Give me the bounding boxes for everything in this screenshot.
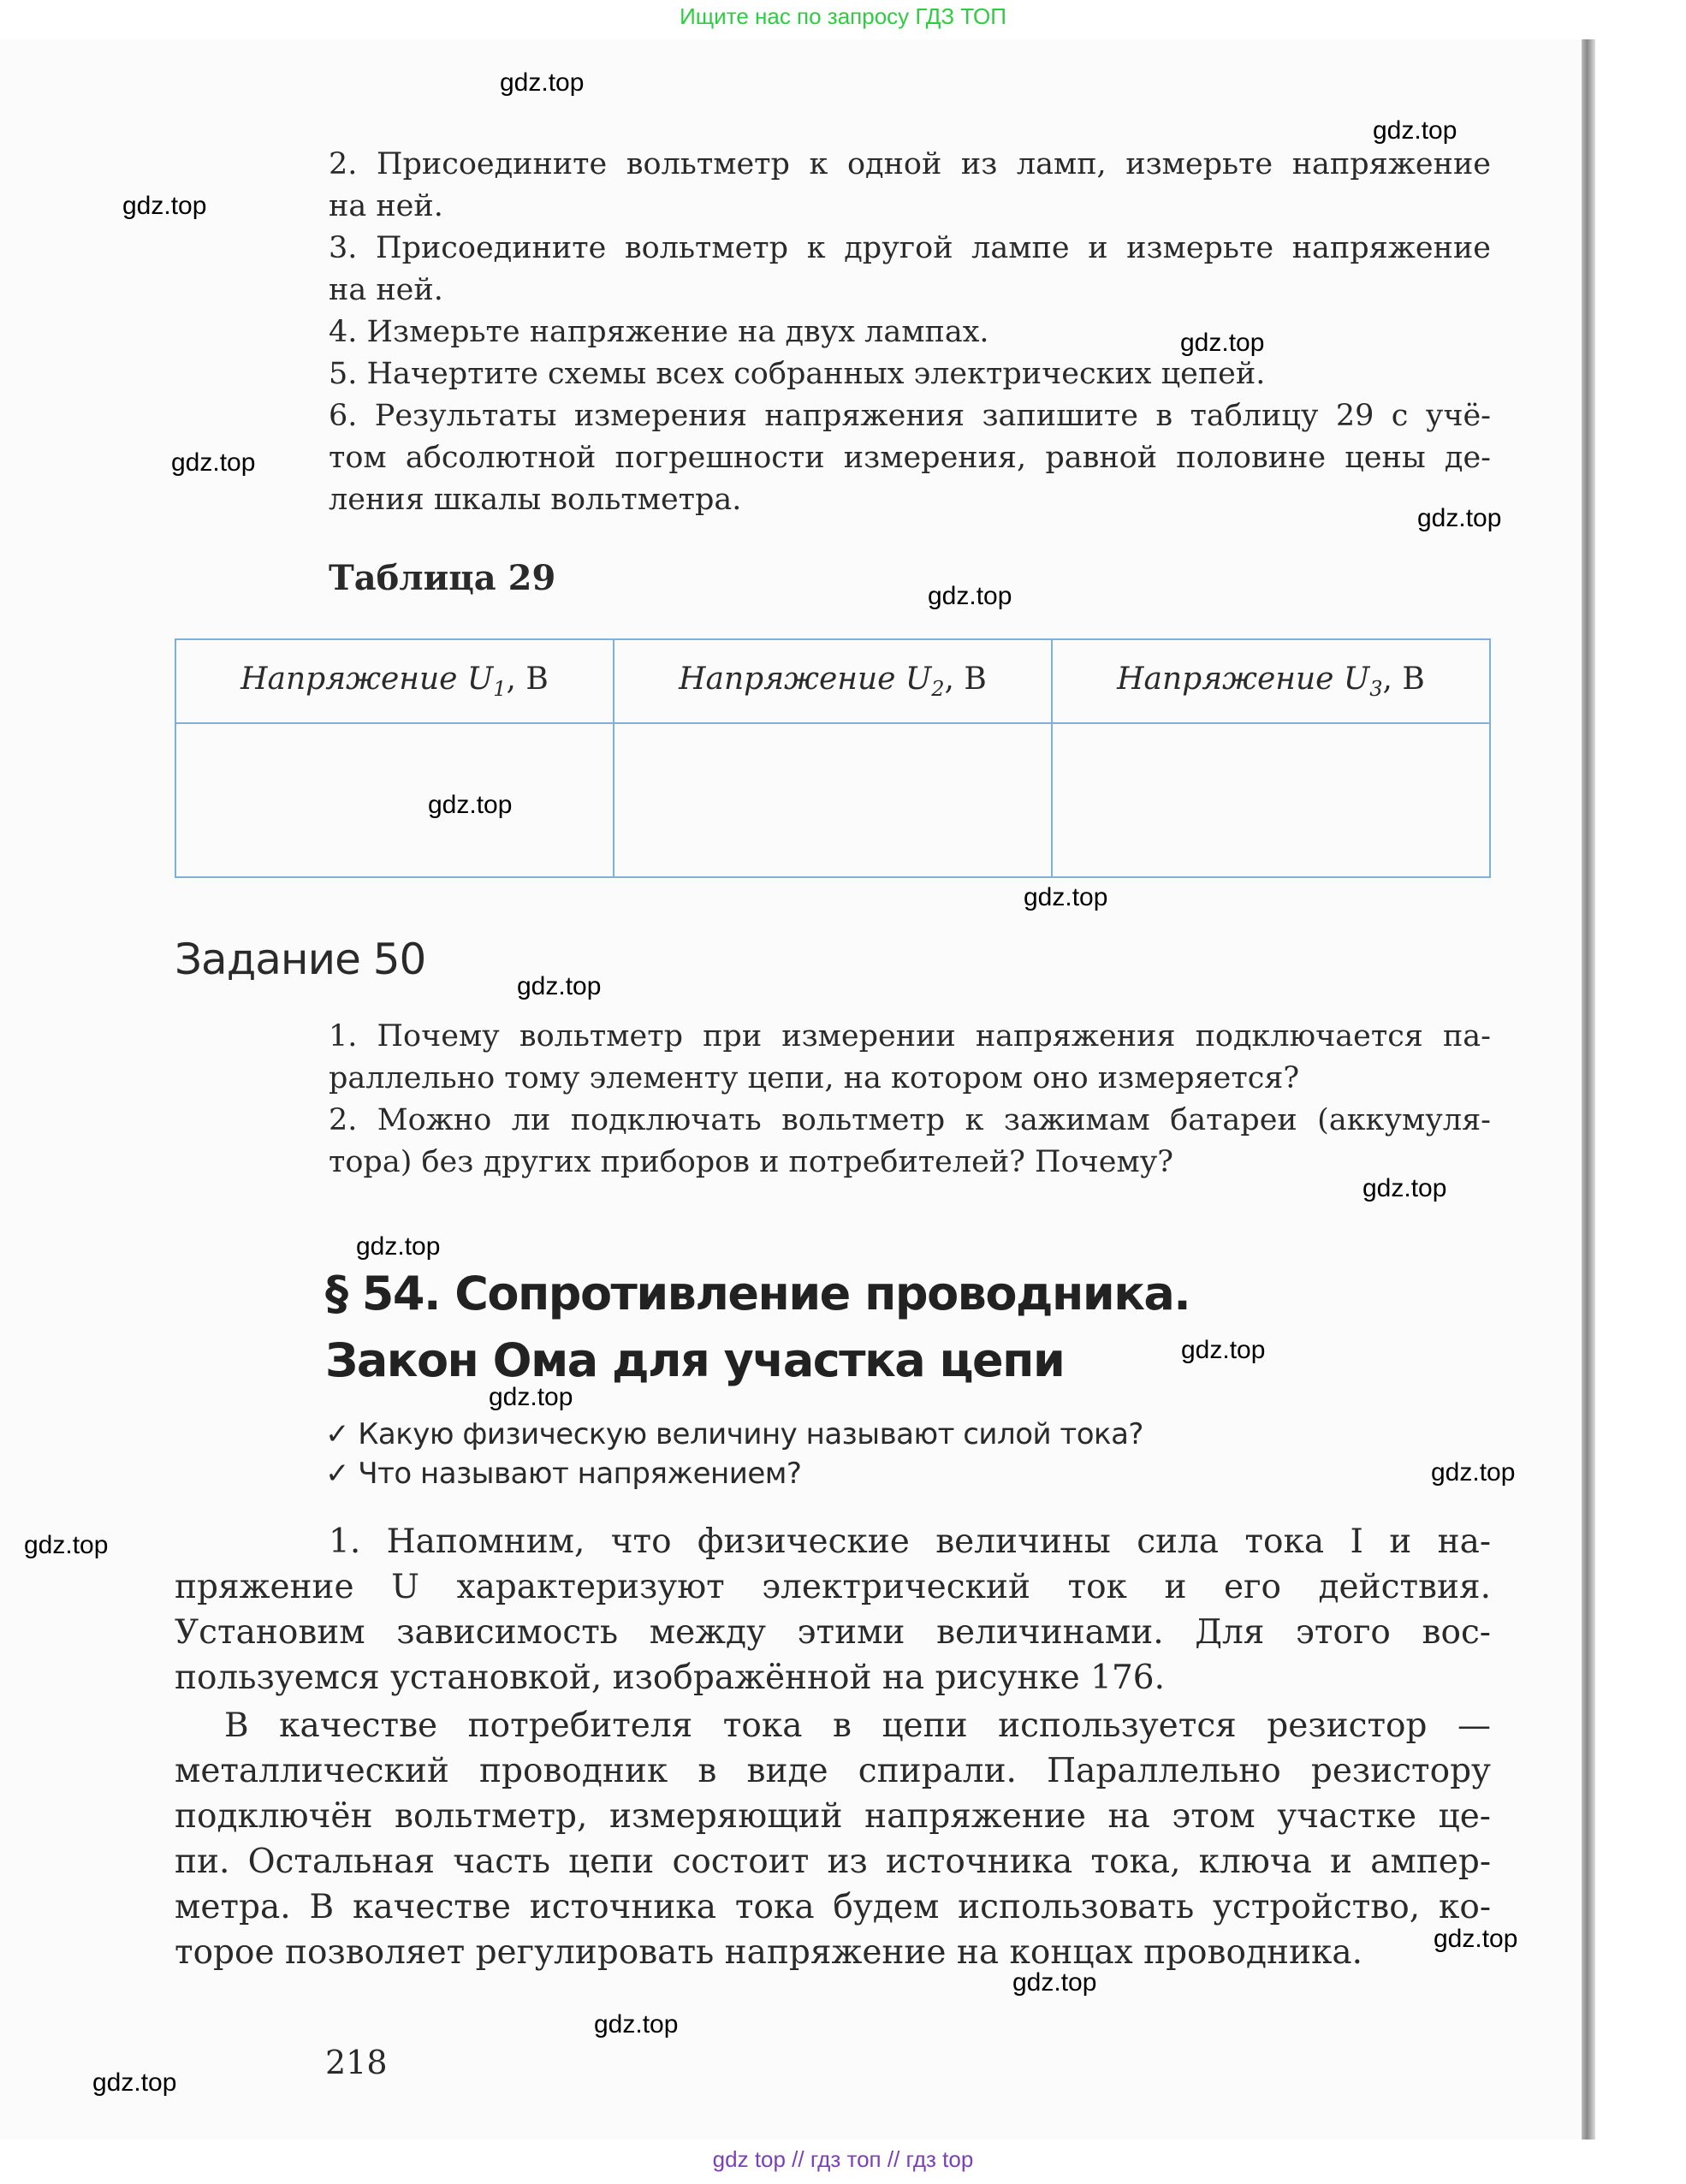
watermark: gdz.top — [500, 68, 585, 97]
paragraph-line: торое позволяет регулировать напряжение на концах проводника. — [175, 1933, 1362, 1972]
question-line: 1. Почему вольтметр при измерении напряжения подключается па- — [329, 1019, 1491, 1053]
watermark: gdz.top — [1431, 1458, 1516, 1487]
instruction-line: на ней. — [329, 189, 443, 223]
instruction-line: 5. Начертите схемы всех собранных электрических цепей. — [329, 357, 1266, 391]
watermark: gdz.top — [1180, 329, 1265, 357]
paragraph-line: Установим зависимость между этими величинами. Для этого вос- — [175, 1613, 1491, 1652]
instruction-line: 6. Результаты измерения напряжения запишите в таблицу 29 с учё- — [329, 399, 1491, 433]
watermark: gdz.top — [1417, 504, 1502, 532]
watermark: gdz.top — [122, 192, 207, 220]
watermark: gdz.top — [1434, 1925, 1518, 1953]
watermark: gdz.top — [928, 582, 1012, 610]
watermark: gdz.top — [517, 972, 602, 1000]
watermark: gdz.top — [1024, 883, 1108, 911]
paragraph-line: В качестве потребителя тока в цепи используется резистор — — [224, 1706, 1491, 1745]
watermark: gdz.top — [92, 2068, 177, 2097]
question-line: 2. Можно ли подключать вольтметр к зажимам батареи (аккумуля- — [329, 1103, 1491, 1137]
paragraph-line: пряжение U характеризуют электрический ток и его действия. — [175, 1568, 1491, 1606]
instruction-line: 2. Присоедините вольтметр к одной из ламп, измерьте напряжение — [329, 147, 1491, 181]
question-line: тора) без других приборов и потребителей? Почему? — [329, 1145, 1174, 1179]
results-table — [175, 638, 1491, 878]
table-cell — [1052, 723, 1490, 877]
section-title-line1: § 54. Сопротивление проводника. — [325, 1267, 1190, 1320]
watermark: gdz.top — [489, 1383, 573, 1411]
review-question: ✓ Что называют напряжением? — [325, 1457, 802, 1491]
page-number: 218 — [325, 2044, 388, 2081]
header-u2: Напряжение $U_2$, В — [614, 639, 1052, 723]
paragraph-line: подключён вольтметр, измеряющий напряжение на этом участке це- — [175, 1797, 1491, 1836]
watermark: gdz.top — [428, 791, 513, 819]
instruction-line: 3. Присоедините вольтметр к другой лампе и измерьте напряжение — [329, 231, 1491, 265]
question-line: раллельно тому элементу цепи, на котором оно измеряется? — [329, 1061, 1300, 1095]
instruction-line: том абсолютной погрешности измерения, равной половине цены де- — [329, 441, 1491, 475]
section-title-line2: Закон Ома для участка цепи — [325, 1333, 1065, 1387]
footer-links[interactable]: gdz top // гдз топ // гдз top — [712, 2146, 974, 2172]
paragraph-line: пи. Остальная часть цепи состоит из источника тока, ключа и ампер- — [175, 1843, 1491, 1881]
table-header-row — [175, 639, 1490, 723]
watermark: gdz.top — [171, 448, 256, 477]
paragraph-line: металлический проводник в виде спирали. Параллельно резистору — [175, 1752, 1491, 1790]
table-row — [175, 723, 1490, 877]
instruction-line: 4. Измерьте напряжение на двух лампах. — [329, 315, 989, 349]
task-title: Задание 50 — [175, 935, 426, 984]
header-u3: Напряжение $U_3$, В — [1052, 639, 1490, 723]
watermark: gdz.top — [1362, 1174, 1447, 1202]
top-banner[interactable]: Ищите нас по запросу ГДЗ ТОП — [680, 3, 1006, 29]
watermark: gdz.top — [1012, 1968, 1097, 1997]
watermark: gdz.top — [1181, 1336, 1266, 1364]
table-cell — [614, 723, 1052, 877]
instruction-line: ления шкалы вольтметра. — [329, 483, 742, 517]
watermark: gdz.top — [1373, 116, 1457, 145]
watermark: gdz.top — [24, 1531, 109, 1559]
watermark: gdz.top — [594, 2010, 679, 2039]
paragraph-line: пользуемся установкой, изображённой на рисунке 176. — [175, 1659, 1165, 1697]
paragraph-line: метра. В качестве источника тока будем использовать устройство, ко- — [175, 1888, 1491, 1926]
paragraph-line: 1. Напомним, что физические величины сила тока I и на- — [329, 1522, 1491, 1561]
table-cell — [175, 723, 614, 877]
instruction-line: на ней. — [329, 273, 443, 307]
review-question: ✓ Какую физическую величину называют силой тока? — [325, 1417, 1143, 1451]
page-edge-shadow — [1582, 39, 1595, 2139]
watermark: gdz.top — [356, 1232, 441, 1261]
header-u1: Напряжение $U_1$, В — [175, 639, 614, 723]
table-title: Таблица 29 — [329, 558, 556, 598]
